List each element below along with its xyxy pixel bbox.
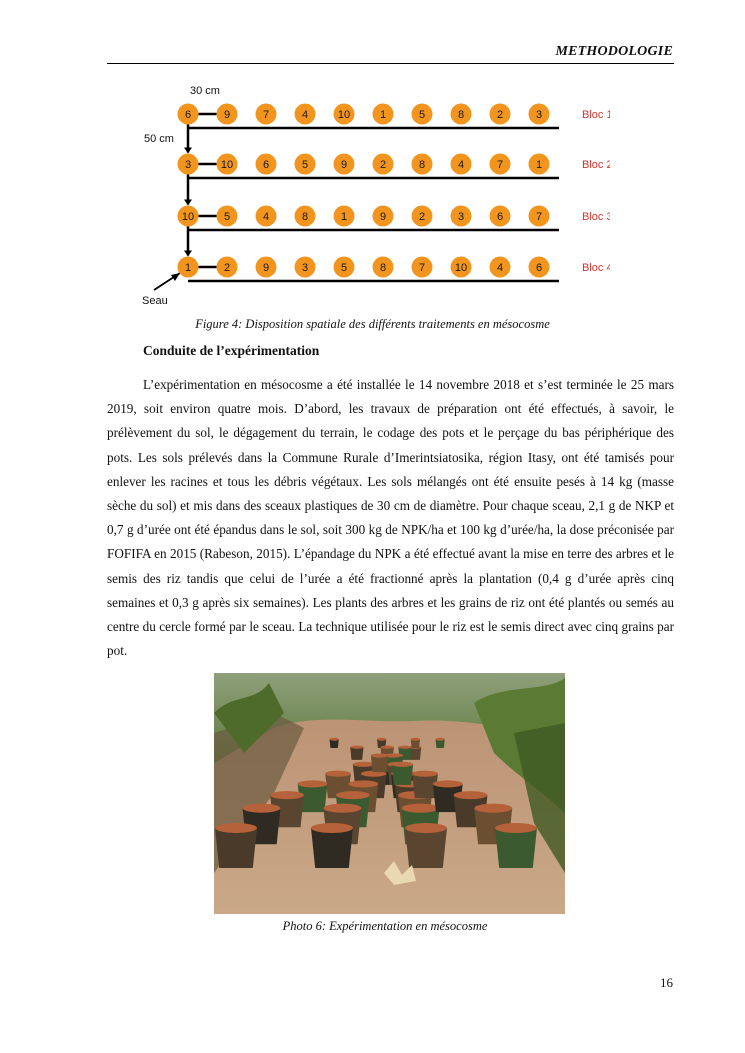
pot-soil [412, 771, 438, 777]
treatment-dot [178, 257, 199, 278]
pot [405, 828, 447, 868]
treatment-number: 3 [457, 211, 465, 223]
treatment-number: 5 [340, 262, 348, 274]
treatment-dot [451, 206, 472, 227]
treatment-dot [256, 257, 277, 278]
treatment-number: 6 [496, 211, 504, 223]
photo-illustration [214, 673, 565, 914]
pot [215, 828, 257, 868]
pot-soil [298, 780, 328, 787]
treatment-dot [217, 154, 238, 175]
treatment-dot [412, 257, 433, 278]
treatment-dot [217, 257, 238, 278]
treatment-dot [256, 104, 277, 125]
pot-soil [474, 804, 512, 813]
treatment-number: 1 [340, 211, 348, 223]
arrow-down-icon [184, 148, 192, 154]
pot-soil [325, 771, 351, 777]
arrow-down-icon [184, 200, 192, 206]
arrow-head-icon [171, 273, 180, 281]
pot-soil [405, 823, 447, 833]
bloc-label: Bloc 3 [582, 211, 610, 223]
treatment-number: 10 [454, 262, 468, 274]
treatment-number: 4 [301, 109, 309, 121]
pot-soil [348, 780, 378, 787]
treatment-dot [373, 206, 394, 227]
treatment-dot [178, 206, 199, 227]
pot [350, 747, 363, 760]
pot-soil [411, 738, 420, 741]
treatment-dot [412, 206, 433, 227]
treatment-number: 5 [223, 211, 231, 223]
running-header: METHODOLOGIE [555, 44, 673, 59]
pot [371, 756, 388, 773]
pot-soil [433, 780, 463, 787]
figure-caption: Figure 4: Disposition spatiale des différents traitements en mésocosme [195, 317, 550, 331]
spacing-50cm-label: 50 cm [144, 133, 174, 145]
header-rule [107, 63, 674, 64]
treatment-number: 9 [379, 211, 387, 223]
treatment-dot [490, 154, 511, 175]
treatment-number: 6 [262, 159, 270, 171]
treatment-dot [451, 154, 472, 175]
pot-soil [353, 762, 375, 767]
treatment-number: 8 [379, 262, 387, 274]
pot-soil [381, 746, 394, 749]
bloc-label: Bloc 1 [582, 109, 610, 121]
mesocosm-photo [214, 673, 565, 914]
treatment-dot [178, 154, 199, 175]
body-paragraph-block [107, 373, 674, 663]
treatment-dot [529, 257, 550, 278]
treatment-dot [529, 154, 550, 175]
treatment-number: 1 [379, 109, 387, 121]
pot-soil [495, 823, 537, 833]
treatment-dot [529, 104, 550, 125]
pot-soil [392, 762, 414, 767]
treatment-dot [334, 257, 355, 278]
pot-soil [371, 753, 388, 757]
pot-soil [436, 738, 445, 741]
treatment-number: 9 [262, 262, 270, 274]
spacing-30cm-label: 30 cm [190, 85, 220, 97]
treatment-number: 3 [535, 109, 543, 121]
pot-soil [215, 823, 257, 833]
treatment-dot [373, 104, 394, 125]
treatment-dot [412, 104, 433, 125]
pot [495, 828, 537, 868]
pot-soil [330, 738, 339, 741]
treatment-number: 1 [535, 159, 543, 171]
pot-soil [243, 804, 281, 813]
treatment-dot [256, 154, 277, 175]
pot-soil [402, 804, 440, 813]
treatment-number: 10 [220, 159, 234, 171]
treatment-number: 6 [184, 109, 192, 121]
treatment-dot [451, 257, 472, 278]
treatment-dot [295, 154, 316, 175]
treatment-dot [373, 154, 394, 175]
treatment-number: 7 [418, 262, 426, 274]
treatment-dot [490, 257, 511, 278]
treatment-number: 2 [496, 109, 504, 121]
treatment-number: 7 [535, 211, 543, 223]
bucket-label: Seau [142, 295, 168, 307]
page-number: 16 [660, 975, 673, 990]
treatment-dot [295, 257, 316, 278]
treatment-number: 9 [223, 109, 231, 121]
treatment-number: 6 [535, 262, 543, 274]
treatment-dot [334, 154, 355, 175]
treatment-dot [295, 104, 316, 125]
treatment-dot [295, 206, 316, 227]
pot-soil [454, 791, 488, 799]
treatment-dot [256, 206, 277, 227]
treatment-dot [529, 206, 550, 227]
treatment-dot [490, 206, 511, 227]
pot-soil [323, 804, 361, 813]
treatment-number: 10 [181, 211, 195, 223]
treatment-number: 8 [301, 211, 309, 223]
treatment-dot [373, 257, 394, 278]
pot-soil [377, 738, 386, 741]
body-paragraph: L’expérimentation en mésocosme a été installée le 14 novembre 2018 et s’est terminée le 25 mars 2019, soit environ quatre mois. D’abord, les travaux de préparation ont été effectués, à savoir, le prélèvement du sol, le dégagement du terrain, le codage des pots et le perçage du bas périphérique des pots. Les sols prélevés dans la Commune Rurale d’Imerintsiatosika, région Itasy, ont été tamisés pour enlever les racines et tous les débris végétaux. Les sols mélangés ont été ensuite pesés à 14 kg (masse sèche du sol) et mis dans des sceaux plastiques de 30 cm de diamètre. Pour chaque sceau, 2,1 g de NKP et 0,7 g d’urée ont été épandus dans le sol, soit 300 kg de NPK/ha et 100 kg d’urée/ha, la dose préconisée par FOFIFA en 2015 (Rabeson, 2015). L’épandage du NPK a été effectué avant la mise en terre des arbres et le semis des riz tandis que celui de l’urée a été fractionné après la plantation (0,4 g d’urée après cinq semaines et 0,3 g après six semaines). Les plants des arbres et les grains de riz ont été plantés ou semés au centre du cercle formé par le sceau. La technique utilisée pour le riz est le semis direct avec cinq grains par pot. [107, 377, 674, 659]
photo-caption: Photo 6: Expérimentation en mésocosme [282, 919, 488, 933]
treatment-number: 4 [262, 211, 270, 223]
bloc-label: Bloc 4 [582, 262, 610, 274]
pot-soil [350, 746, 363, 749]
bloc-label: Bloc 2 [582, 159, 610, 171]
pot-soil [311, 823, 353, 833]
treatment-number: 7 [262, 109, 270, 121]
pot-soil [398, 746, 411, 749]
pot-soil [270, 791, 304, 799]
treatment-number: 2 [418, 211, 426, 223]
treatment-number: 7 [496, 159, 504, 171]
treatment-number: 5 [301, 159, 309, 171]
treatment-number: 4 [496, 262, 504, 274]
treatment-number: 2 [379, 159, 387, 171]
treatment-dot [490, 104, 511, 125]
treatment-number: 5 [418, 109, 426, 121]
pot [311, 828, 353, 868]
treatment-dot [217, 104, 238, 125]
pot [392, 764, 414, 785]
section-heading: Conduite de l’expérimentation [143, 343, 320, 358]
treatment-number: 2 [223, 262, 231, 274]
pot-soil [336, 791, 370, 799]
treatment-number: 8 [457, 109, 465, 121]
treatment-dot [334, 104, 355, 125]
treatment-number: 1 [184, 262, 192, 274]
treatment-layout-figure [140, 76, 610, 311]
treatment-number: 10 [337, 109, 351, 121]
treatment-dot [178, 104, 199, 125]
treatment-number: 9 [340, 159, 348, 171]
treatment-dot [412, 154, 433, 175]
treatment-number: 3 [301, 262, 309, 274]
treatment-number: 8 [418, 159, 426, 171]
treatment-number: 4 [457, 159, 465, 171]
treatment-dot [451, 104, 472, 125]
treatment-dot [217, 206, 238, 227]
arrow-down-icon [184, 251, 192, 257]
treatment-dot [334, 206, 355, 227]
treatment-number: 3 [184, 159, 192, 171]
layout-diagram [140, 76, 610, 311]
